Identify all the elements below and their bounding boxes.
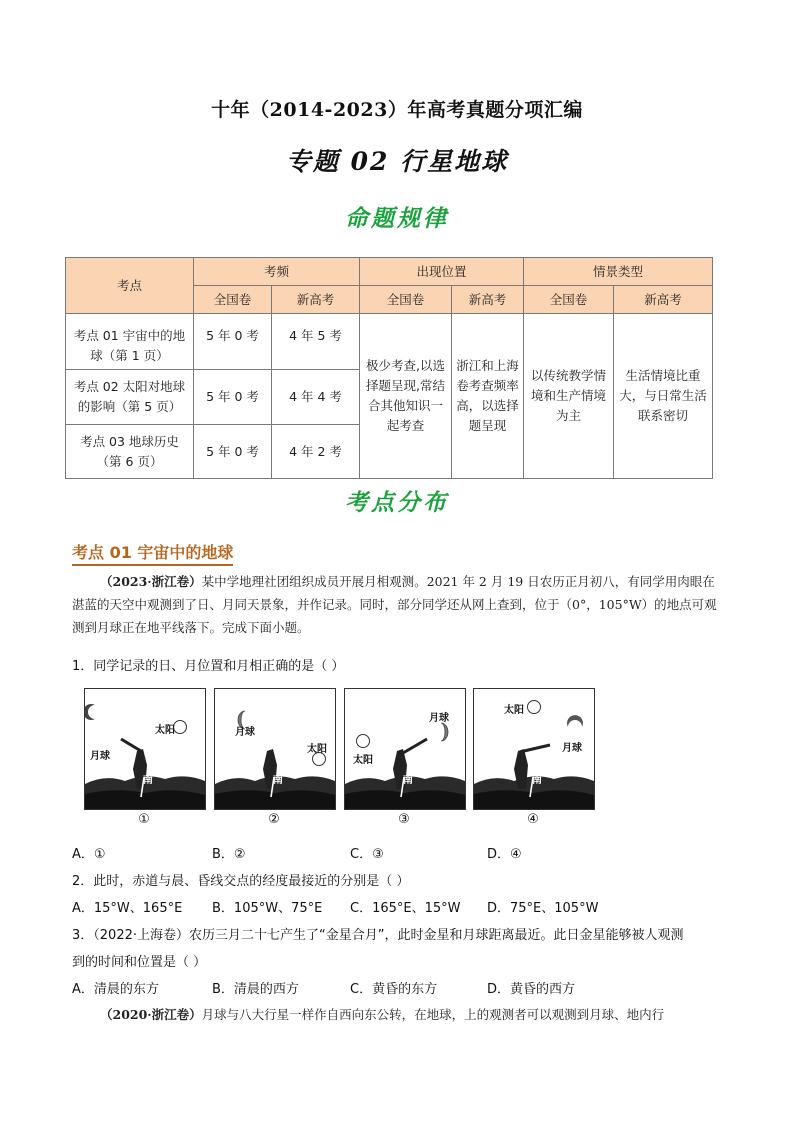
south-label: 南 <box>143 775 153 786</box>
header-position: 出现位置 <box>360 258 524 286</box>
header-scenario: 情景类型 <box>524 258 713 286</box>
q1-option-c[interactable]: C．③ <box>350 847 384 862</box>
header-kaopin: 考频 <box>194 258 360 286</box>
sun-label: 太阳 <box>307 744 327 755</box>
header-kaodian: 考点 <box>66 258 194 314</box>
q2-option-a[interactable]: A．15°W、165°E <box>72 901 183 916</box>
pattern-heading: 命题规律 <box>345 205 449 232</box>
moon-figure-1 <box>84 688 206 810</box>
q1-option-a[interactable]: A．① <box>72 847 106 862</box>
table-cell-position-new: 浙江和上海卷考查频率高，以选择题呈现 <box>452 314 524 479</box>
q3-option-b[interactable]: B．清晨的西方 <box>212 982 299 997</box>
table-cell-position-national: 极少考查,以选择题呈现,常结合其他知识一起考查 <box>360 314 452 479</box>
moon-phase-icon <box>441 723 448 741</box>
question-2: 2．此时，赤道与晨、昏线交点的经度最接近的分别是（ ） <box>72 874 410 889</box>
table-cell-national: 5 年 0 考 <box>194 314 272 370</box>
sun-icon <box>357 735 370 748</box>
intro-text: 某中学地理社团组织成员开展月相观测。2021 年 2 月 19 日农历正月初八，有同学用肉眼在湛蓝的天空中观测到了日、月同天景象，并作记录。同时，部分同学还从网上查到，位于（0°，105°W）的地点可观测到月球正在地平线落下。完成下面小题。 <box>72 574 717 635</box>
moon-figure-3 <box>344 688 466 810</box>
q2-option-c[interactable]: C．165°E、15°W <box>350 901 461 916</box>
south-label: 南 <box>403 775 413 786</box>
question-3-line-1: 3．（2022·上海卷）农历三月二十七产生了“金星合月”，此时金星和月球距离最近。此日金星能够被人观测 <box>72 928 684 943</box>
moon-figure-2 <box>214 688 336 810</box>
figure-number: ② <box>268 812 280 827</box>
q3-option-c[interactable]: C．黄昏的东方 <box>350 982 438 997</box>
moon-label: 月球 <box>90 751 110 762</box>
sun-label: 太阳 <box>353 755 373 766</box>
figure-number: ① <box>138 812 150 827</box>
q2-option-b[interactable]: B．105°W、75°E <box>212 901 323 916</box>
subheader-new: 新高考 <box>272 286 360 314</box>
subheader-national: 全国卷 <box>194 286 272 314</box>
sun-label: 太阳 <box>504 705 524 716</box>
table-cell-national: 5 年 0 考 <box>194 425 272 479</box>
figure-number: ④ <box>527 812 539 827</box>
south-label: 南 <box>532 775 542 786</box>
intro-paragraph <box>72 570 722 639</box>
sun-icon <box>174 721 187 734</box>
q3-option-d[interactable]: D．黄昏的西方 <box>487 982 576 997</box>
table-cell-new: 4 年 5 考 <box>272 314 360 370</box>
final-text: 月球与八大行星一样作自西向东公转，在地球，上的观测者可以观测到月球、地内行 <box>201 1007 665 1022</box>
south-label: 南 <box>273 775 283 786</box>
section-heading: 考点 01 宇宙中的地球 <box>72 540 233 566</box>
subheader-national: 全国卷 <box>360 286 452 314</box>
crescent-moon-icon <box>567 715 583 727</box>
sun-label: 太阳 <box>155 725 175 736</box>
subheader-new: 新高考 <box>614 286 713 314</box>
q1-option-b[interactable]: B．② <box>212 847 246 862</box>
table-cell-point: 考点 03 地球历史（第 6 页） <box>66 425 194 479</box>
moon-label: 月球 <box>235 727 255 738</box>
subheader-new: 新高考 <box>452 286 524 314</box>
table-cell-point: 考点 02 太阳对地球的影响（第 5 页） <box>66 370 194 425</box>
table-cell-new: 4 年 2 考 <box>272 425 360 479</box>
table-cell-national: 5 年 0 考 <box>194 370 272 425</box>
distribution-heading: 考点分布 <box>345 489 449 516</box>
table-cell-new: 4 年 4 考 <box>272 370 360 425</box>
source-tag: （2023·浙江卷） <box>100 574 202 589</box>
q3-option-a[interactable]: A．清晨的东方 <box>72 982 159 997</box>
sun-icon <box>528 701 541 714</box>
table-cell-point: 考点 01 宇宙中的地球（第 1 页） <box>66 314 194 370</box>
moon-label: 月球 <box>429 713 449 724</box>
source-tag: （2020·浙江卷） <box>100 1007 202 1022</box>
q2-option-d[interactable]: D．75°E、105°W <box>487 901 599 916</box>
crescent-moon-icon <box>85 704 95 720</box>
table-cell-scene-new: 生活情境比重大，与日常生活联系密切 <box>614 314 713 479</box>
moon-label: 月球 <box>562 743 582 754</box>
figure-number: ③ <box>398 812 410 827</box>
moon-figure-4 <box>473 688 595 810</box>
document-title: 十年（2014-2023）年高考真题分项汇编 <box>211 99 583 121</box>
subheader-national: 全国卷 <box>524 286 614 314</box>
scene-illustration <box>345 689 465 809</box>
exam-frequency-table <box>65 257 713 479</box>
subject-title: 专题 02 行星地球 <box>285 147 509 176</box>
question-3-line-2: 到的时间和位置是（ ） <box>72 955 207 970</box>
final-paragraph <box>72 1003 722 1026</box>
question-1: 1．同学记录的日、月位置和月相正确的是（ ） <box>72 659 345 674</box>
table-cell-scene-national: 以传统教学情境和生产情境为主 <box>524 314 614 479</box>
q1-option-d[interactable]: D．④ <box>487 847 522 862</box>
